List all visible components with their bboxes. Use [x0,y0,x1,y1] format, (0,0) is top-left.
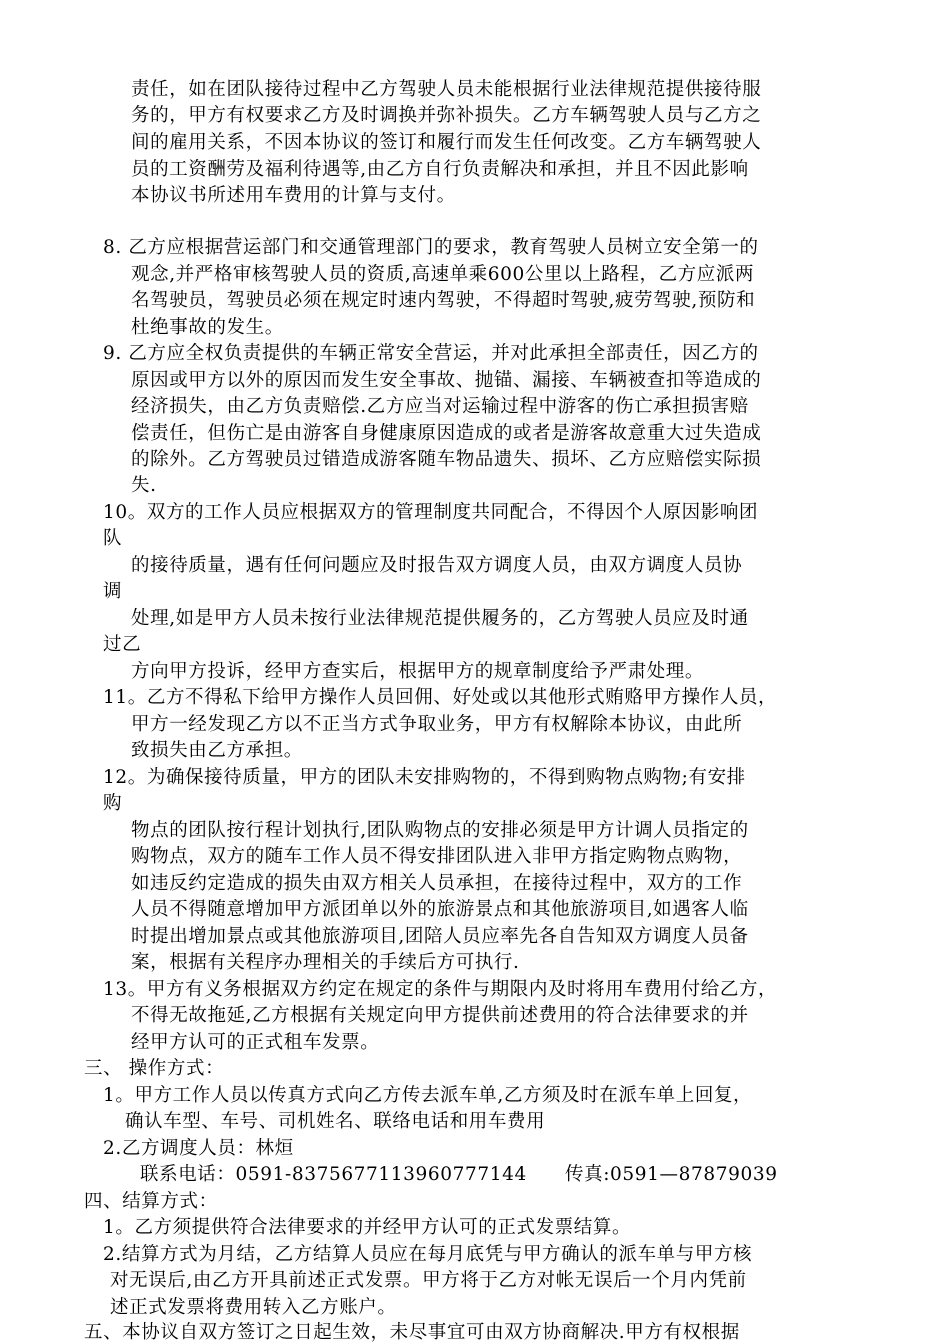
text-line: 确认车型、车号、司机姓名、联络电话和用车费用 [125,1111,546,1132]
contact-fax: 传真:0591—87879039 [565,1164,778,1185]
text-line: 时提出增加景点或其他旅游项目,团陪人员应率先各自告知双方调度人员备 [131,926,749,947]
text-line: 杜绝事故的发生。 [131,317,284,338]
text-line: 物点的团队按行程计划执行,团队购物点的安排必须是甲方计调人员指定的 [131,820,749,841]
text-line: 本协议书所述用车费用的计算与支付。 [131,185,456,206]
clause-11-line: 11。乙方不得私下给甲方操作人员回佣、好处或以其他形式贿赂甲方操作人员， [103,687,778,708]
text-line: 购物点，双方的随车工作人员不得安排团队进入非甲方指定购物点购物， [131,846,743,867]
section-5-heading: 五、本协议自双方签订之日起生效，未尽事宜可由双方协商解决.甲方有权根据 [84,1322,740,1343]
text-line: 致损失由乙方承担。 [131,740,303,761]
text-line: 原因或甲方以外的原因而发生安全事故、抛锚、漏接、车辆被查扣等造成的 [131,370,762,391]
text-line: 员的工资酬劳及福利待遇等,由乙方自行负责解决和承担，并且不因此影响 [131,159,749,180]
clause-13-line: 13。甲方有义务根据双方约定在规定的条件与期限内及时将用车费用付给乙方， [103,979,778,1000]
text-line: 处理,如是甲方人员未按行业法律规范提供履务的，乙方驾驶人员应及时通 [131,608,749,629]
section-4-heading: 四、结算方式： [84,1191,218,1212]
text-line: 述正式发票将费用转入乙方账户。 [110,1297,397,1318]
text-line: 人员不得随意增加甲方派团单以外的旅游景点和其他旅游项目,如遇客人临 [131,899,749,920]
text-line: 2.乙方调度人员：林烜 [103,1138,294,1159]
text-line: 不得无故拖延,乙方根据有关规定向甲方提供前述费用的符合法律要求的并 [131,1005,749,1026]
text-line: 1。甲方工作人员以传真方式向乙方传去派车单,乙方须及时在派车单上回复， [103,1085,753,1106]
text-line: 购 [103,793,123,814]
text-line: 甲方一经发现乙方以不正当方式争取业务，甲方有权解除本协议，由此所 [131,714,743,735]
section-3-heading: 三、 操作方式： [84,1058,225,1079]
text-line: 对无误后,由乙方开具前述正式发票。甲方将于乙方对帐无误后一个月内凭前 [110,1270,747,1291]
clause-12-line: 12。为确保接待质量，甲方的团队未安排购物的，不得到购物点购物;有安排 [103,767,746,788]
clause-9-line: 9. 乙方应全权负责提供的车辆正常安全营运，并对此承担全部责任，因乙方的 [103,343,759,364]
text-line: 2.结算方式为月结，乙方结算人员应在每月底凭与甲方确认的派车单与甲方核 [103,1244,753,1265]
contact-phone: 联系电话：0591-8375677113960777144 [140,1164,527,1185]
text-line: 调 [103,581,123,602]
text-line: 1。乙方须提供符合法律要求的并经甲方认可的正式发票结算。 [103,1217,632,1238]
text-line: 的除外。乙方驾驶员过错造成游客随车物品遗失、损坏、乙方应赔偿实际损 [131,449,762,470]
text-line: 名驾驶员，驾驶员必须在规定时速内驾驶，不得超时驾驶,疲劳驾驶,预防和 [131,290,756,311]
text-line: 间的雇用关系，不因本协议的签订和履行而发生任何改变。乙方车辆驾驶人 [131,132,762,153]
clause-8-line: 8. 乙方应根据营运部门和交通管理部门的要求，教育驾驶人员树立安全第一的 [103,237,759,258]
text-line: 经甲方认可的正式租车发票。 [131,1032,380,1053]
text-line: 经济损失，由乙方负责赔偿.乙方应当对运输过程中游客的伤亡承担损害赔 [131,396,749,417]
text-line: 的接待质量，遇有任何问题应及时报告双方调度人员，由双方调度人员协 [131,555,743,576]
text-line: 失. [131,475,157,496]
text-line: 务的，甲方有权要求乙方及时调换并弥补损失。乙方车辆驾驶人员与乙方之 [131,105,762,126]
text-line: 队 [103,528,123,549]
text-line: 观念,并严格审核驾驶人员的资质,高速单乘600公里以上路程，乙方应派两 [131,264,755,285]
clause-10-line: 10。双方的工作人员应根据双方的管理制度共同配合，不得因个人原因影响团 [103,502,759,523]
text-line: 方向甲方投诉，经甲方查实后，根据甲方的规章制度给予严肃处理。 [131,661,705,682]
text-line: 如违反约定造成的损失由双方相关人员承担，在接待过程中，双方的工作 [131,873,743,894]
text-line: 责任，如在团队接待过程中乙方驾驶人员未能根据行业法律规范提供接待服 [131,79,762,100]
text-line: 案，根据有关程序办理相关的手续后方可执行. [131,952,520,973]
text-line: 偿责任，但伤亡是由游客自身健康原因造成的或者是游客故意重大过失造成 [131,423,762,444]
text-line: 过乙 [103,634,142,655]
